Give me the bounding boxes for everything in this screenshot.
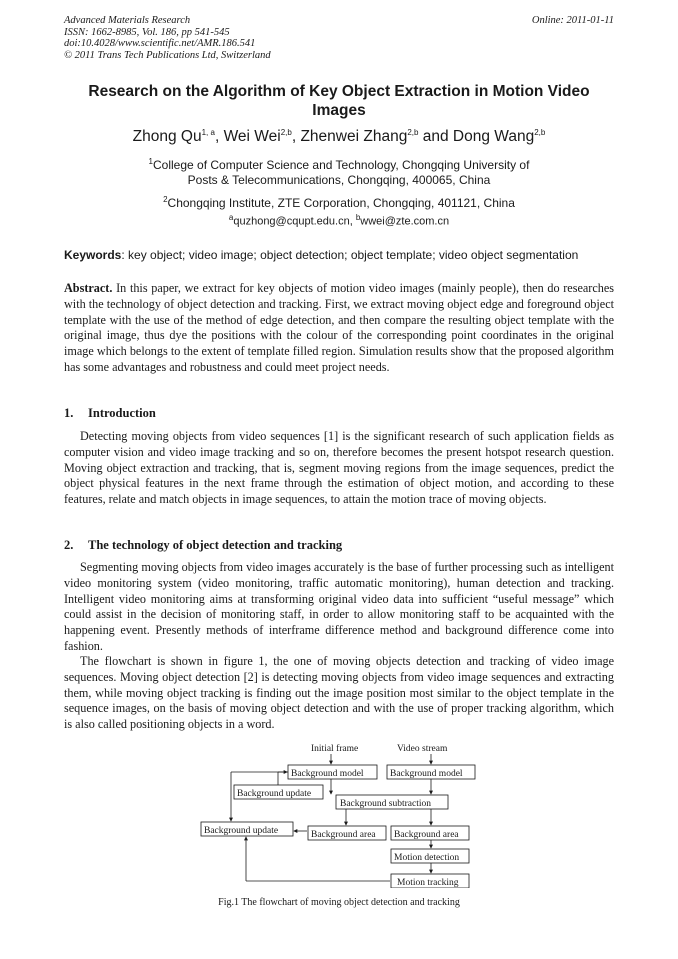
label-bg-area-right: Background area [394,830,459,840]
email-mark: b [355,213,361,222]
email-mark: a [228,213,234,222]
author-affiliation-mark: 2,b [534,128,546,137]
email-address[interactable]: quzhong@cqupt.edu.cn, [233,215,356,228]
label-bg-model-right: Background model [390,769,463,779]
journal-metadata [64,15,271,61]
doi-line: doi:10.4028/www.scientific.net/AMR.186.541 [64,38,256,49]
author-separator: and [418,128,453,146]
keywords-label: Keywords [64,248,122,262]
email-address[interactable]: wwei@zte.com.cn [360,215,450,228]
section-title: Introduction [88,406,156,420]
author-affiliation-mark: 1, a [201,128,215,137]
abstract-label: Abstract. [64,281,113,295]
author-name: Zhenwei Zhang [300,128,408,146]
author-separator: , [214,128,224,146]
flowchart-diagram [196,738,486,888]
author-affiliation-mark: 2,b [280,128,292,137]
abstract-text: In this paper, we extract for key objects of motion video images (mainly people), then do researches with the technology of object detection and tracking. First, we extract moving object edge and foreground object template with the use of the method of edge detection, and then compare the resulting object template with the original image, thus dye the positions with the colour of the corresponding point coordinates in the original image which belongs to the extent of template filled region. Simulation results show that the proposed algorithm has some advantages and robustness and could meet project needs. [64,281,614,374]
section-heading-technology [64,538,342,553]
label-bg-update-lower: Background update [204,826,279,836]
figure-caption: Fig.1 The flowchart of moving object detection and tracking [218,897,460,908]
introduction-paragraph: Detecting moving objects from video sequences [1] is the significant research of such application fields as computer vision and video image tracking and so on, therefore becomes the present hotspot research question. Moving object extraction and tracking, that is, segment moving regions from the image sequences, predict the object physical features in the next frame through the estimation of object motion, and according to these features, relate and match objects in image sequences, to attain the motion trace of moving objects. [64,429,614,507]
flowchart-figure [196,738,486,888]
keywords-text: : key object; video image; object detection; object template; video object segmentation [121,248,579,262]
label-initial-frame: Initial frame [311,744,359,754]
author-name: Zhong Qu [132,128,202,146]
section-heading-introduction [64,406,156,421]
technology-paragraph-2: The flowchart is shown in figure 1, the one of moving objects detection and tracking of video image sequences. Moving object detection [2] is detecting moving objects from video image sequences and extracting them, while moving object tracking is finding out the image position most similar to the object template in the sequence images, on the basis of moving object detection and with the use of proper tracking algorithm, which is also called positioning objects in a word. [64,654,614,732]
affiliation-mark: 2 [163,195,168,204]
author-name: Dong Wang [452,128,535,146]
author-list [64,128,614,146]
affiliation-text: Chongqing Institute, ZTE Corporation, Chongqing, 401121, China [167,196,515,210]
affiliation-text: College of Computer Science and Technology, Chongqing University of Posts & Telecommunications, Chongqing, 400065, China [153,158,530,187]
section-number: 2. [64,538,74,552]
paper-title: Research on the Algorithm of Key Object Extraction in Motion Video Images [88,83,590,119]
technology-paragraph-1: Segmenting moving objects from video images accurately is the base of further processing such as intelligent video monitoring system (video monitoring, traffic automatic monitoring), human detection and tracking. Intelligent video monitoring aims at transforming original video data into sufficient “useful message” which could assist in the decision of monitoring staff, in order to allow monitoring staff to be acquainted with the happening event. Presently methods of interframe difference method and background difference come into fashion. [64,560,614,653]
label-motion-detection: Motion detection [394,853,460,863]
label-bg-update-upper: Background update [237,789,312,799]
label-motion-tracking: Motion tracking [397,878,459,888]
author-separator: , [291,128,301,146]
label-bg-subtraction: Background subtraction [340,799,432,809]
label-bg-model-left: Background model [291,769,364,779]
copyright-line: © 2011 Trans Tech Publications Ltd, Switzerland [64,49,271,61]
label-video-stream: Video stream [397,744,448,754]
journal-name: Advanced Materials Research [64,15,191,26]
section-number: 1. [64,406,74,420]
online-date: Online: 2011-01-11 [531,15,614,26]
author-affiliation-mark: 2,b [407,128,419,137]
label-bg-area-left: Background area [311,830,376,840]
abstract [64,281,614,376]
author-emails [64,213,614,228]
author-name: Wei Wei [223,128,281,146]
affiliation-2 [64,192,614,211]
section-title: The technology of object detection and tracking [88,538,343,552]
affiliation-1 [64,154,614,188]
issn-line: ISSN: 1662-8985, Vol. 186, pp 541-545 [64,26,230,38]
keywords [64,248,614,262]
affiliation-mark: 1 [148,157,153,166]
